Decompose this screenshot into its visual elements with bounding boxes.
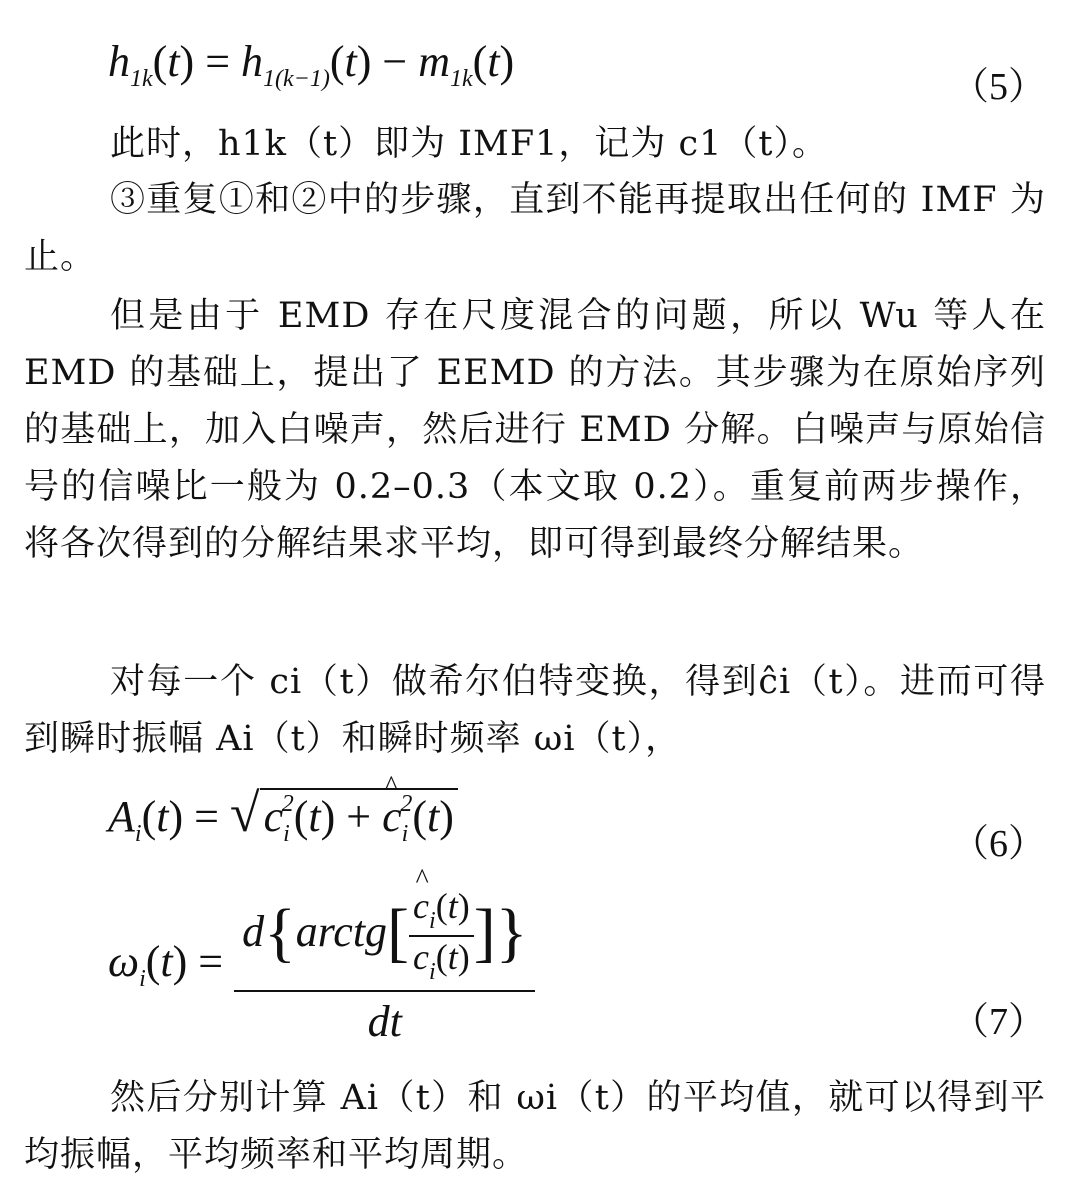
- paragraph-imf1: 此时，h1k（t）即为 IMF1，记为 c1（t）。: [110, 124, 828, 164]
- equation-6-number: （6）: [950, 823, 1046, 865]
- paragraph-average: 然后分别计算 Ai（t）和 ωi（t）的平均值，就可以得到平均振幅，平均频率和平均周期。: [24, 1078, 1046, 1175]
- paragraph-hilbert: 对每一个 ci（t）做希尔伯特变换，得到ĉi（t）。进而可得到瞬时振幅 Ai（t）和瞬时频率 ωi（t），: [24, 662, 1046, 759]
- equation-6: $A_i(t) = √c_i^2(t)$ + ^ $c_i^2(t)$: [108, 786, 458, 846]
- equation-5: $h_{1k}(t) = h_{1(k-1)}(t) - m_{1k}(t)$: [108, 37, 515, 92]
- equation-7: $\omega_i(t)$ = d{arctg[ ^ $\frac{c_i(t)}{c_i(t)}$ ]} dt: [108, 888, 535, 1044]
- paragraph-repeat-steps: ③重复①和②中的步骤，直到不能再提取出任何的 IMF 为止。: [24, 180, 1046, 277]
- equation-7-number: （7）: [950, 1001, 1046, 1043]
- paragraph-eemd: 但是由于 EMD 存在尺度混合的问题，所以 Wu 等人在 EMD 的基础上，提出了 EEMD 的方法。其步骤为在原始序列的基础上，加入白噪声，然后进行 EMD 分解。白噪声与原始信号的信噪比一般为 0.2–0.3（本文取 0.2）。重复前两步操作，将各次得到的分解结果求平均，即可得到最终分解结果。: [24, 296, 1046, 564]
- equation-5-number: （5）: [950, 66, 1046, 108]
